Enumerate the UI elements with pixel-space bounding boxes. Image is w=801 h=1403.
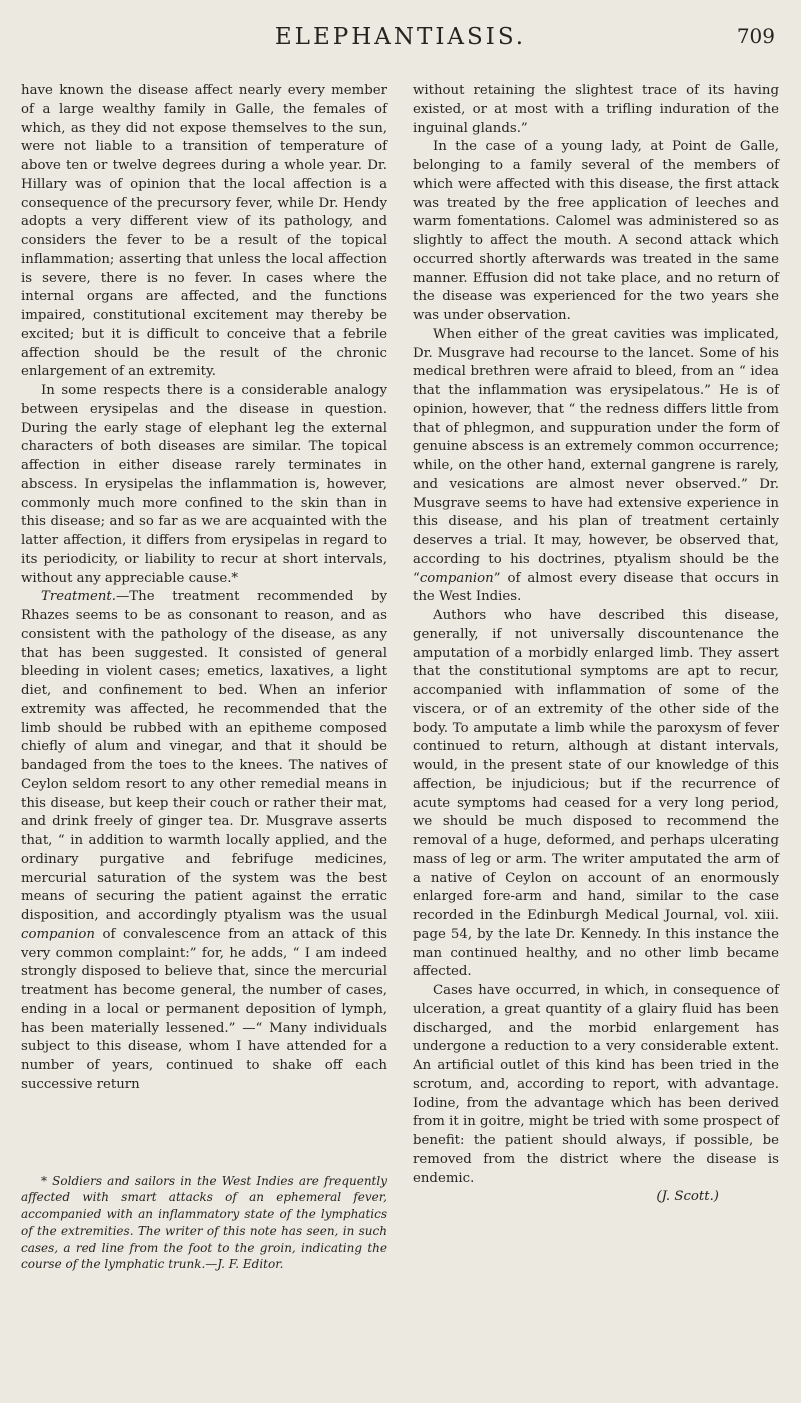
right-column <box>413 82 779 1207</box>
emphasis-word: companion <box>419 570 494 586</box>
running-title: ELEPHANTIASIS. <box>274 24 527 50</box>
paragraph: have known the disease affect nearly every member of a large wealthy family in Galle, the females of which, as they did not expose themselves to the sun, were not liable to a transition of temperature of above ten or twelve degrees during a whole year. Dr. Hillary was of opinion that the local affection is a consequence of the precursory fever, while Dr. Hendy adopts a very different view of its pathology, and considers the fever to be a result of the topical inflammation; asserting that unless the local affection is severe, there is no fever. In cases where the internal organs are affected, and the functions impaired, constitutional excitement may thereby be excited; but it is difficult to conceive that a febrile affection should be the result of the chronic enlargement of an extremity. <box>21 83 387 380</box>
left-column <box>21 82 387 1273</box>
page-header <box>0 24 801 64</box>
page-number: 709 <box>736 24 775 48</box>
paragraph: without retaining the slightest trace of its having existed, or at most with a trifling induration of the inguinal glands.” <box>413 83 779 136</box>
paragraph <box>413 326 779 607</box>
paragraph-text: —The treatment recommended by Rhazes seems to be as consonant to reason, and as consistent with the pathology of the disease, as any that has been suggested. It consisted of general bleeding in violent cases; emetics, laxatives, a light diet, and confinement to bed. When an inferior extremity was affected, he recommended that the limb should be rubbed with an epitheme composed chiefly of alum and vinegar, and that it should be bandaged from the toes to the knees. The natives of Ceylon seldom resort to any other remedial means in this disease, but keep their couch or rather their mat, and drink freely of ginger tea. Dr. Musgrave asserts that, “ in addition to warmth locally applied, and the ordinary purgative and febrifuge medicines, mercurial saturation of the system was the best means of securing the patient against the erratic disposition, and accordingly ptyalism was the usual <box>21 589 387 923</box>
paragraph-text: When either of the great cavities was implicated, Dr. Musgrave had recourse to the lancet. Some of his medical brethren were afraid to bleed, from an “ idea that the inflammation was erysipelatous.” He is of opinion, however, that “ the redness differs little from that of phlegmon, and suppuration under the form of genuine abscess is an extremely common occurrence; while, on the other hand, external gangrene is rarely, and vesications are almost never observed.” Dr. Musgrave seems to have had extensive experience in this disease, and his plan of treatment certainly deserves a trial. It may, however, be observed that, according to his doctrines, ptyalism should be the “ <box>413 326 779 586</box>
author-signature: (J. Scott.) <box>656 1189 719 1205</box>
paragraph <box>21 588 387 1094</box>
paragraph: In some respects there is a considerable analogy between erysipelas and the disease in question. During the early stage of elephant leg the external characters of both diseases are similar. The topical affection in either disease rarely terminates in abscess. In erysipelas the inflammation is, however, commonly much more confined to the skin than in this disease; and so far as we are acquainted with the latter affection, it differs from erysipelas in regard to its periodicity, or liability to recur at short intervals, without any appreciable cause.* <box>21 383 387 586</box>
emphasis-word: companion <box>21 926 95 942</box>
paragraph: In the case of a young lady, at Point de Galle, belonging to a family several of the members of which were affected with this disease, the first attack was treated by the free application of leeches and warm fomentations. Calomel was administered so as slightly to affect the mouth. A second attack which occurred shortly afterwards was treated in the same manner. Effusion did not take place, and no return of the disease was experienced for the two years she was under observation. <box>413 139 779 323</box>
paragraph: Cases have occurred, in which, in consequence of ulceration, a great quantity of a glairy fluid has been discharged, and the morbid enlargement has undergone a reduction to a very considerable extent. An artificial outlet of this kind has been tried in the scrotum, and, according to report, with advantage. Iodine, from the advantage which has been derived from it in goitre, might be tried with some prospect of benefit: the patient should always, if possible, be removed from the district where the disease is endemic. <box>413 983 779 1186</box>
footnote: * Soldiers and sailors in the West Indies are frequently affected with smart attacks of an ephemeral fever, accompanied with an inflammatory state of the lymphatics of the extremities. The writer of this note has seen, in such cases, a red line from the foot to the groin, indicating the course of the lymphatic trunk.—J. F. Editor. <box>21 1173 387 1272</box>
section-heading: Treatment. <box>41 589 116 605</box>
paragraph-text: ” of almost every disease that occurs in the West Indies. <box>413 570 779 605</box>
paragraph: Authors who have described this disease, generally, if not universally discountenance the amputation of a morbidly enlarged limb. They assert that the constitutional symptoms are apt to recur, accompanied with inflammation of some of the viscera, or of an extremity of the other side of the body. To amputate a limb while the paroxysm of fever continued to return, although at distant intervals, would, in the present state of our knowledge of this affection, be injudicious; but if the recurrence of acute symptoms had ceased for a very long period, we should be much disposed to recommend the removal of a huge, deformed, and perhaps ulcerating mass of leg or arm. The writer amputated the arm of a native of Ceylon on account of an enormously enlarged fore-arm and hand, similar to the case recorded in the Edinburgh Medical Journal, vol. xiii. page 54, by the late Dr. Kennedy. In this instance the man continued healthy, and no other limb became affected. <box>413 608 779 980</box>
paragraph-text: of convalescence from an attack of this very common complaint:” for, he adds, “ I am indeed strongly disposed to believe that, since the mercurial treatment has become general, the number of cases, ending in a local or permanent deposition of lymph, has been materially lessened.” —“ Many individuals subject to this disease, whom I have attended for a number of years, continued to shake off each successive return <box>21 926 387 1092</box>
